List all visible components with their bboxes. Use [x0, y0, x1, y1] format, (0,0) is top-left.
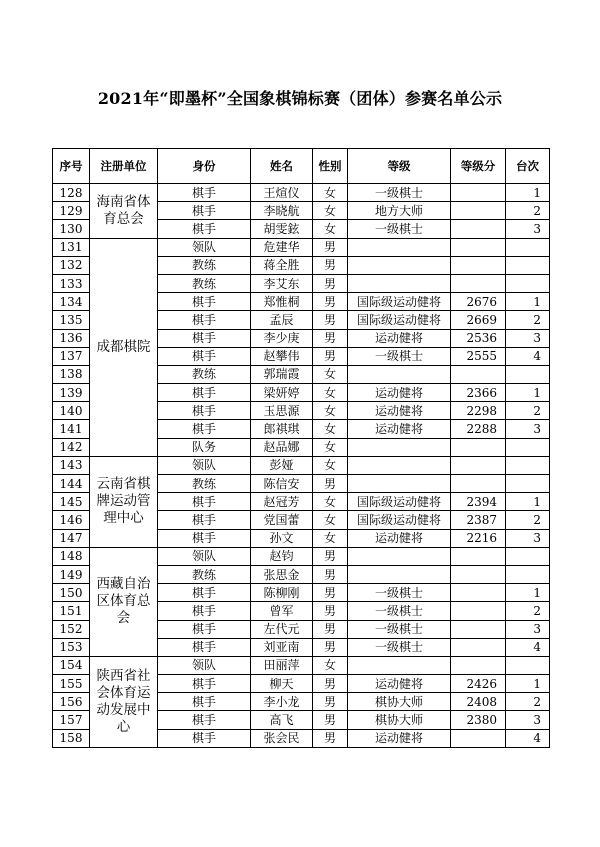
cell-rating [451, 547, 506, 565]
cell-level [348, 274, 451, 292]
cell-board [506, 238, 550, 256]
cell-rating [451, 202, 506, 220]
cell-board: 1 [506, 384, 550, 402]
col-header-unit: 注册单位 [90, 149, 158, 184]
cell-board: 1 [506, 675, 550, 693]
cell-rating [451, 238, 506, 256]
cell-board: 1 [506, 584, 550, 602]
cell-name: 赵攀伟 [251, 347, 313, 365]
cell-board [506, 274, 550, 292]
cell-role: 棋手 [158, 184, 251, 202]
cell-board [506, 365, 550, 383]
cell-board: 2 [506, 311, 550, 329]
cell-no: 149 [53, 565, 90, 583]
cell-name: 孟辰 [251, 311, 313, 329]
cell-gender: 女 [313, 656, 348, 674]
cell-name: 赵品娜 [251, 438, 313, 456]
cell-name: 危建华 [251, 238, 313, 256]
cell-role: 棋手 [158, 293, 251, 311]
cell-level: 运动健将 [348, 729, 451, 747]
cell-name: 党国蕾 [251, 511, 313, 529]
cell-rating [451, 620, 506, 638]
cell-role: 棋手 [158, 675, 251, 693]
cell-gender: 男 [313, 620, 348, 638]
cell-unit: 成都棋院 [90, 238, 158, 456]
cell-gender: 男 [313, 547, 348, 565]
cell-rating [451, 475, 506, 493]
cell-level [348, 565, 451, 583]
cell-role: 棋手 [158, 384, 251, 402]
cell-unit: 海南省体育总会 [90, 184, 158, 239]
cell-role: 棋手 [158, 711, 251, 729]
cell-gender: 男 [313, 602, 348, 620]
cell-role: 棋手 [158, 329, 251, 347]
cell-level [348, 656, 451, 674]
cell-unit: 云南省棋牌运动管理中心 [90, 456, 158, 547]
cell-role: 队务 [158, 438, 251, 456]
cell-gender: 男 [313, 565, 348, 583]
cell-level: 一级棋士 [348, 638, 451, 656]
cell-name: 赵冠芳 [251, 493, 313, 511]
cell-level: 一级棋士 [348, 220, 451, 238]
cell-gender: 男 [313, 638, 348, 656]
cell-gender: 男 [313, 274, 348, 292]
cell-name: 孙文 [251, 529, 313, 547]
cell-gender: 男 [313, 475, 348, 493]
cell-role: 棋手 [158, 220, 251, 238]
cell-role: 教练 [158, 475, 251, 493]
cell-name: 曾军 [251, 602, 313, 620]
cell-level: 运动健将 [348, 384, 451, 402]
cell-role: 棋手 [158, 420, 251, 438]
page-title: 2021年“即墨杯”全国象棋锦标赛（团体）参赛名单公示 [97, 89, 503, 108]
cell-level [348, 456, 451, 474]
cell-name: 陈柳刚 [251, 584, 313, 602]
col-header-rating: 等级分 [451, 149, 506, 184]
cell-board: 2 [506, 693, 550, 711]
cell-name: 李少庚 [251, 329, 313, 347]
cell-rating [451, 638, 506, 656]
cell-gender: 男 [313, 711, 348, 729]
cell-rating: 2669 [451, 311, 506, 329]
cell-board: 3 [506, 529, 550, 547]
cell-level [348, 365, 451, 383]
cell-gender: 男 [313, 675, 348, 693]
cell-rating [451, 256, 506, 274]
cell-role: 领队 [158, 656, 251, 674]
cell-gender: 男 [313, 729, 348, 747]
cell-role: 领队 [158, 456, 251, 474]
cell-name: 蒋全胜 [251, 256, 313, 274]
cell-no: 154 [53, 656, 90, 674]
cell-no: 155 [53, 675, 90, 693]
cell-level: 运动健将 [348, 329, 451, 347]
cell-level: 一级棋士 [348, 347, 451, 365]
cell-gender: 女 [313, 202, 348, 220]
cell-no: 146 [53, 511, 90, 529]
cell-level: 运动健将 [348, 402, 451, 420]
cell-no: 145 [53, 493, 90, 511]
cell-name: 张思金 [251, 565, 313, 583]
cell-level: 棋协大师 [348, 693, 451, 711]
cell-no: 142 [53, 438, 90, 456]
cell-role: 棋手 [158, 529, 251, 547]
cell-level: 国际级运动健将 [348, 511, 451, 529]
cell-name: 李小龙 [251, 693, 313, 711]
cell-name: 刘亚南 [251, 638, 313, 656]
cell-role: 棋手 [158, 511, 251, 529]
cell-rating: 2216 [451, 529, 506, 547]
cell-name: 郭瑞霞 [251, 365, 313, 383]
cell-no: 138 [53, 365, 90, 383]
cell-no: 131 [53, 238, 90, 256]
cell-gender: 女 [313, 420, 348, 438]
cell-no: 128 [53, 184, 90, 202]
cell-name: 胡雯鉉 [251, 220, 313, 238]
cell-no: 130 [53, 220, 90, 238]
col-header-name: 姓名 [251, 149, 313, 184]
cell-gender: 女 [313, 220, 348, 238]
cell-rating: 2426 [451, 675, 506, 693]
table-row [53, 656, 550, 674]
cell-board [506, 565, 550, 583]
cell-gender: 男 [313, 238, 348, 256]
cell-unit: 西藏自治区体育总会 [90, 547, 158, 656]
col-header-level: 等级 [348, 149, 451, 184]
cell-unit: 陕西省社会体育运动发展中心 [90, 656, 158, 747]
cell-name: 郎祺琪 [251, 420, 313, 438]
cell-level: 国际级运动健将 [348, 293, 451, 311]
cell-level: 一级棋士 [348, 602, 451, 620]
cell-name: 柳天 [251, 675, 313, 693]
cell-no: 140 [53, 402, 90, 420]
cell-board [506, 438, 550, 456]
cell-gender: 女 [313, 456, 348, 474]
cell-level: 运动健将 [348, 529, 451, 547]
cell-role: 棋手 [158, 584, 251, 602]
cell-rating: 2676 [451, 293, 506, 311]
cell-name: 王煊仪 [251, 184, 313, 202]
cell-no: 158 [53, 729, 90, 747]
cell-level [348, 475, 451, 493]
cell-board: 3 [506, 620, 550, 638]
cell-gender: 女 [313, 384, 348, 402]
cell-role: 棋手 [158, 620, 251, 638]
cell-no: 150 [53, 584, 90, 602]
cell-role: 棋手 [158, 202, 251, 220]
cell-board: 4 [506, 347, 550, 365]
cell-no: 132 [53, 256, 90, 274]
cell-no: 139 [53, 384, 90, 402]
cell-rating [451, 602, 506, 620]
cell-no: 143 [53, 456, 90, 474]
cell-rating: 2298 [451, 402, 506, 420]
cell-board [506, 256, 550, 274]
cell-rating: 2366 [451, 384, 506, 402]
cell-no: 136 [53, 329, 90, 347]
cell-no: 135 [53, 311, 90, 329]
cell-level: 国际级运动健将 [348, 311, 451, 329]
cell-board: 3 [506, 711, 550, 729]
cell-role: 领队 [158, 238, 251, 256]
cell-no: 133 [53, 274, 90, 292]
cell-name: 陈信安 [251, 475, 313, 493]
cell-gender: 女 [313, 402, 348, 420]
cell-level: 棋协大师 [348, 711, 451, 729]
cell-no: 141 [53, 420, 90, 438]
cell-role: 教练 [158, 256, 251, 274]
cell-no: 144 [53, 475, 90, 493]
cell-board: 2 [506, 402, 550, 420]
cell-name: 张会民 [251, 729, 313, 747]
cell-gender: 男 [313, 293, 348, 311]
cell-rating: 2536 [451, 329, 506, 347]
cell-board: 1 [506, 293, 550, 311]
cell-role: 教练 [158, 365, 251, 383]
cell-rating [451, 565, 506, 583]
cell-level: 一级棋士 [348, 584, 451, 602]
cell-gender: 女 [313, 184, 348, 202]
cell-rating: 2387 [451, 511, 506, 529]
cell-rating [451, 365, 506, 383]
cell-role: 教练 [158, 274, 251, 292]
cell-board [506, 456, 550, 474]
cell-name: 李艾东 [251, 274, 313, 292]
cell-board: 3 [506, 220, 550, 238]
cell-role: 领队 [158, 547, 251, 565]
col-header-no: 序号 [53, 149, 90, 184]
cell-name: 李晓航 [251, 202, 313, 220]
cell-gender: 男 [313, 256, 348, 274]
cell-board: 2 [506, 511, 550, 529]
cell-rating [451, 438, 506, 456]
cell-rating: 2555 [451, 347, 506, 365]
cell-name: 赵钧 [251, 547, 313, 565]
cell-board: 1 [506, 184, 550, 202]
cell-gender: 女 [313, 438, 348, 456]
cell-level [348, 256, 451, 274]
col-header-gender: 性别 [313, 149, 348, 184]
cell-rating [451, 456, 506, 474]
cell-rating [451, 220, 506, 238]
cell-role: 棋手 [158, 693, 251, 711]
cell-level [348, 238, 451, 256]
cell-board [506, 547, 550, 565]
header-row [53, 149, 550, 184]
cell-level: 运动健将 [348, 675, 451, 693]
cell-level [348, 547, 451, 565]
cell-board: 4 [506, 638, 550, 656]
cell-role: 棋手 [158, 729, 251, 747]
table-row [53, 184, 550, 202]
cell-role: 棋手 [158, 493, 251, 511]
cell-name: 彭娅 [251, 456, 313, 474]
cell-no: 153 [53, 638, 90, 656]
table-row [53, 238, 550, 256]
cell-board: 3 [506, 420, 550, 438]
cell-gender: 男 [313, 584, 348, 602]
cell-no: 147 [53, 529, 90, 547]
cell-name: 高飞 [251, 711, 313, 729]
cell-gender: 男 [313, 347, 348, 365]
roster-body [53, 184, 550, 748]
cell-role: 棋手 [158, 347, 251, 365]
cell-rating: 2288 [451, 420, 506, 438]
col-header-board: 台次 [506, 149, 550, 184]
cell-gender: 女 [313, 493, 348, 511]
table-row [53, 456, 550, 474]
cell-level [348, 438, 451, 456]
cell-name: 左代元 [251, 620, 313, 638]
cell-level: 运动健将 [348, 420, 451, 438]
cell-rating [451, 184, 506, 202]
cell-board: 2 [506, 602, 550, 620]
cell-level: 国际级运动健将 [348, 493, 451, 511]
cell-gender: 男 [313, 311, 348, 329]
cell-no: 129 [53, 202, 90, 220]
cell-level: 一级棋士 [348, 184, 451, 202]
cell-role: 棋手 [158, 638, 251, 656]
cell-rating [451, 729, 506, 747]
cell-gender: 女 [313, 511, 348, 529]
cell-rating [451, 274, 506, 292]
cell-rating: 2394 [451, 493, 506, 511]
roster-table [52, 148, 550, 748]
cell-gender: 女 [313, 365, 348, 383]
cell-board: 4 [506, 729, 550, 747]
col-header-role: 身份 [158, 149, 251, 184]
table-row [53, 547, 550, 565]
cell-role: 棋手 [158, 311, 251, 329]
cell-no: 148 [53, 547, 90, 565]
cell-no: 156 [53, 693, 90, 711]
cell-name: 玉思源 [251, 402, 313, 420]
cell-gender: 男 [313, 329, 348, 347]
cell-gender: 男 [313, 693, 348, 711]
cell-level: 一级棋士 [348, 620, 451, 638]
cell-name: 田丽萍 [251, 656, 313, 674]
cell-rating [451, 656, 506, 674]
cell-no: 137 [53, 347, 90, 365]
cell-role: 棋手 [158, 602, 251, 620]
cell-rating [451, 584, 506, 602]
cell-role: 棋手 [158, 402, 251, 420]
cell-board: 3 [506, 329, 550, 347]
cell-name: 梁妍婷 [251, 384, 313, 402]
cell-role: 教练 [158, 565, 251, 583]
cell-no: 152 [53, 620, 90, 638]
cell-board [506, 656, 550, 674]
cell-gender: 女 [313, 529, 348, 547]
cell-board: 2 [506, 202, 550, 220]
cell-no: 134 [53, 293, 90, 311]
cell-name: 郑惟桐 [251, 293, 313, 311]
cell-level: 地方大师 [348, 202, 451, 220]
cell-no: 157 [53, 711, 90, 729]
cell-rating: 2380 [451, 711, 506, 729]
cell-rating: 2408 [451, 693, 506, 711]
cell-no: 151 [53, 602, 90, 620]
cell-board: 1 [506, 493, 550, 511]
cell-board [506, 475, 550, 493]
